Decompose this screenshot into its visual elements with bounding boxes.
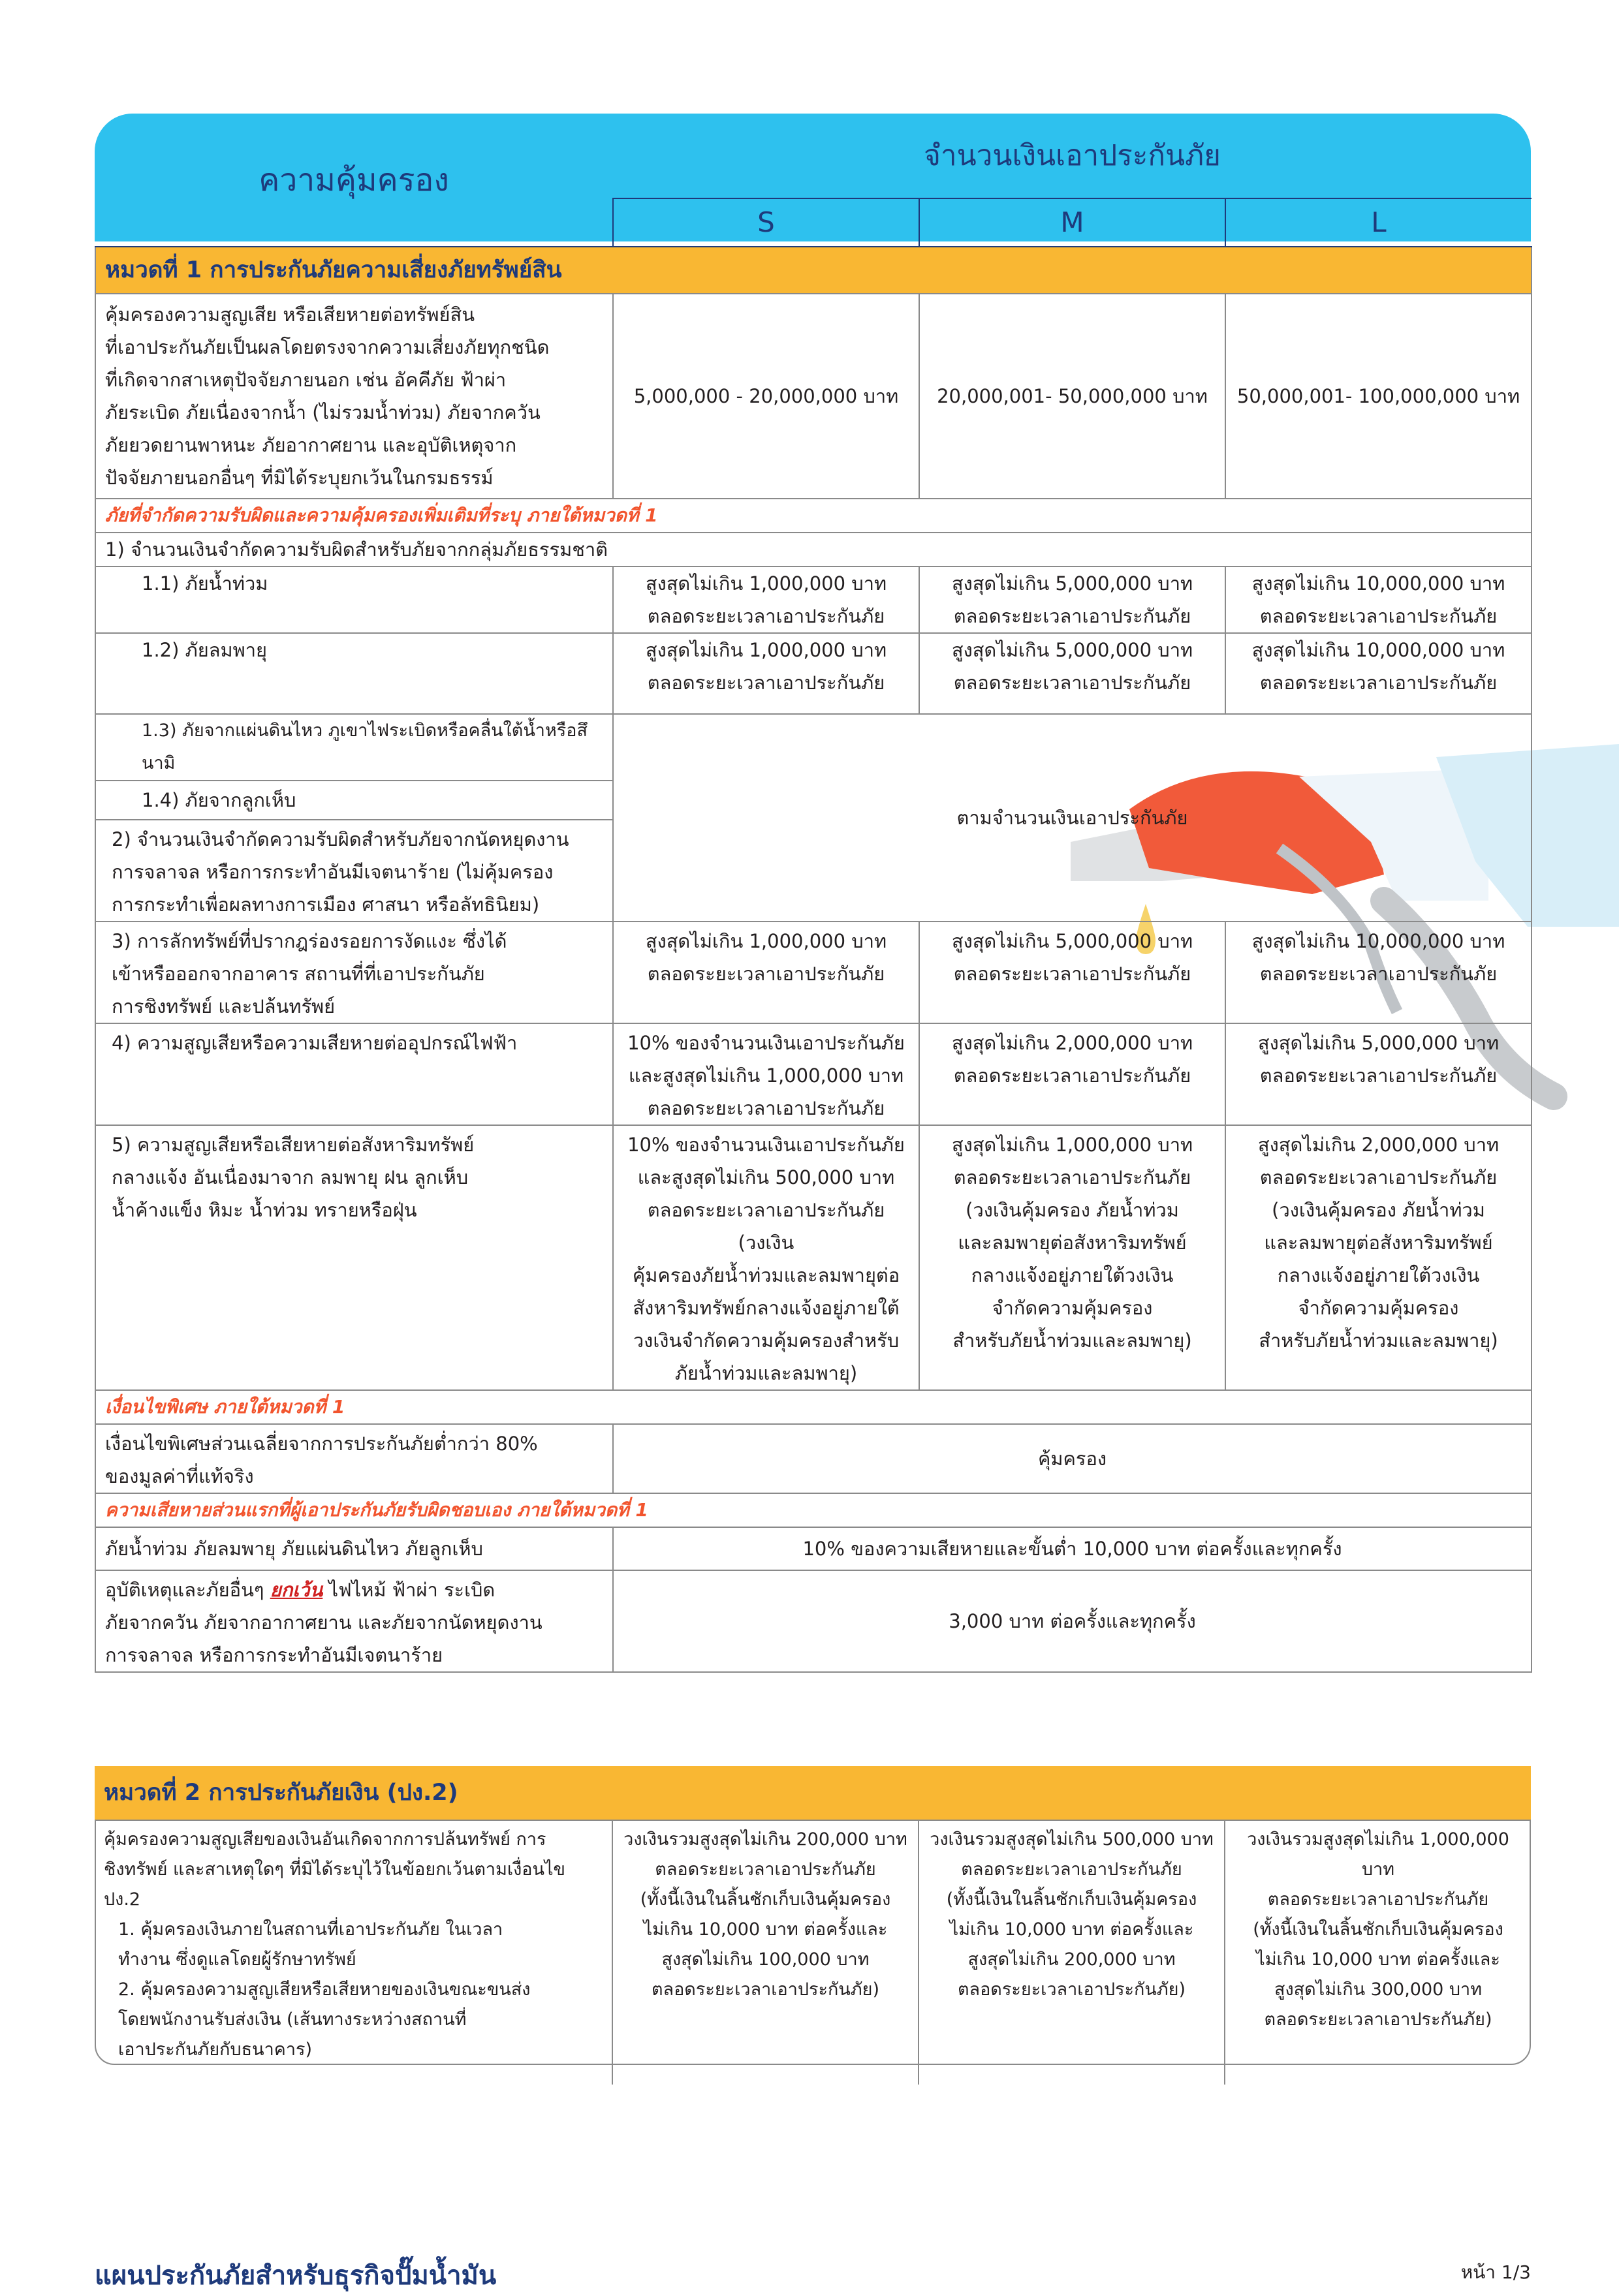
coverage-column-header: ความคุ้มครอง <box>95 114 613 247</box>
sum-insured-header: จำนวนเงินเอาประกันภัย <box>613 114 1532 198</box>
merged-sum-insured-value: ตามจำนวนเงินเอาประกันภัย <box>613 714 1532 922</box>
storm-value-s: สูงสุดไม่เกิน 1,000,000 บาท ตลอดระยะเวลาเอาประกันภัย <box>613 633 919 714</box>
flood-item-label: 1.1) ภัยน้ำท่วม <box>95 566 613 633</box>
size-m-header: M <box>919 198 1225 247</box>
main-value-s: 5,000,000 - 20,000,000 บาท <box>613 294 919 499</box>
average-clause-value: คุ้มครอง <box>613 1424 1532 1493</box>
money-value-s: วงเงินรวมสูงสุดไม่เกิน 200,000 บาท ตลอดระยะเวลาเอาประกันภัย (ทั้งนี้เงินในลิ้นชักเก็บเงินคุ้มครอง ไม่เกิน 10,000 บาท ต่อครั้งและ สูงสุดไม่เกิน 100,000 บาท ตลอดระยะเวลาเอาประกันภัย) <box>612 1820 919 2085</box>
section1-main-description: คุ้มครองความสูญเสีย หรือเสียหายต่อทรัพย์สิน ที่เอาประกันภัยเป็นผลโดยตรงจากความเสี่ยงภัยทุกชนิด ที่เกิดจากสาเหตุปัจจัยภายนอก เช่น อัคคีภัย ฟ้าผ่า ภัยระเบิด ภัยเนื่องจากน้ำ (ไม่รวมน้ำท่วม) ภัยจากควัน ภัยยวดยานพาหนะ ภัยอากาศยาน และอุบัติเหตุจาก ปัจจัยภายนอกอื่นๆ ที่มิได้ระบุยกเว้นในกรมธรรม์ <box>95 294 613 499</box>
limited-perils-subtitle: ภัยที่จำกัดความรับผิดและความคุ้มครองเพิ่มเติมที่ระบุ ภายใต้หมวดที่ 1 <box>95 499 1532 533</box>
hail-item-label: 1.4) ภัยจากลูกเห็บ <box>95 781 613 820</box>
section1-title: หมวดที่ 1 การประกันภัยความเสี่ยงภัยทรัพย์สิน <box>95 247 1532 294</box>
theft-item: 3) การลักทรัพย์ที่ปรากฎร่องรอยการงัดแงะ ซึ่งได้ เข้าหรือออกจากอาคาร สถานที่ที่เอาประกันภัย การชิงทรัพย์ และปล้นทรัพย์ <box>95 922 613 1023</box>
theft-value-m: สูงสุดไม่เกิน 5,000,000 บาท ตลอดระยะเวลาเอาประกันภัย <box>919 922 1225 1023</box>
outdoor-value-l: สูงสุดไม่เกิน 2,000,000 บาท ตลอดระยะเวลาเอาประกันภัย (วงเงินคุ้มครอง ภัยน้ำท่วม และลมพายุต่อสังหาริมทรัพย์ กลางแจ้งอยู่ภายใต้วงเงิน จำกัดความคุ้มครอง สำหรับภัยน้ำท่วมและลมพายุ) <box>1225 1125 1532 1390</box>
main-value-m: 20,000,001- 50,000,000 บาท <box>919 294 1225 499</box>
storm-item-label: 1.2) ภัยลมพายุ <box>95 633 613 714</box>
footer-plan-title: แผนประกันภัยสำหรับธุรกิจปั๊มน้ำมัน <box>95 2261 497 2291</box>
flood-value-m: สูงสุดไม่เกิน 5,000,000 บาท ตลอดระยะเวลาเอาประกันภัย <box>919 566 1225 633</box>
storm-value-m: สูงสุดไม่เกิน 5,000,000 บาท ตลอดระยะเวลาเอาประกันภัย <box>919 633 1225 714</box>
page-number: หน้า 1/3 <box>1460 2261 1531 2283</box>
deductible-subtitle: ความเสียหายส่วนแรกที่ผู้เอาประกันภัยรับผิดชอบเอง ภายใต้หมวดที่ 1 <box>95 1493 1532 1527</box>
outdoor-property-item: 5) ความสูญเสียหรือเสียหายต่อสังหาริมทรัพย์ กลางแจ้ง อันเนื่องมาจาก ลมพายุ ฝน ลูกเห็บ น้ำค้างแข็ง หิมะ น้ำท่วม ทรายหรือฝุ่น <box>95 1125 613 1390</box>
earthquake-item-label: 1.3) ภัยจากแผ่นดินไหว ภูเขาไฟระเบิดหรือคลื่นใต้น้ำหรือสึนามิ <box>95 714 613 781</box>
electrical-value-l: สูงสุดไม่เกิน 5,000,000 บาท ตลอดระยะเวลาเอาประกันภัย <box>1225 1023 1532 1125</box>
average-clause-label: เงื่อนไขพิเศษส่วนเฉลี่ยจากการประกันภัยต่ำกว่า 80% ของมูลค่าที่แท้จริง <box>95 1424 613 1493</box>
electrical-item: 4) ความสูญเสียหรือความเสียหายต่ออุปกรณ์ไฟฟ้า <box>95 1023 613 1125</box>
storm-value-l: สูงสุดไม่เกิน 10,000,000 บาท ตลอดระยะเวลาเอาประกันภัย <box>1225 633 1532 714</box>
coverage-table-section1 <box>95 114 1532 1673</box>
special-conditions-subtitle: เงื่อนไขพิเศษ ภายใต้หมวดที่ 1 <box>95 1390 1532 1424</box>
electrical-value-s: 10% ของจำนวนเงินเอาประกันภัย และสูงสุดไม่เกิน 1,000,000 บาท ตลอดระยะเวลาเอาประกันภัย <box>613 1023 919 1125</box>
theft-value-l: สูงสุดไม่เกิน 10,000,000 บาท ตลอดระยะเวลาเอาประกันภัย <box>1225 922 1532 1023</box>
exception-highlight: ยกเว้น <box>270 1579 323 1601</box>
money-value-m: วงเงินรวมสูงสุดไม่เกิน 500,000 บาท ตลอดระยะเวลาเอาประกันภัย (ทั้งนี้เงินในลิ้นชักเก็บเงินคุ้มครอง ไม่เกิน 10,000 บาท ต่อครั้งและ สูงสุดไม่เกิน 200,000 บาท ตลอดระยะเวลาเอาประกันภัย) <box>919 1820 1225 2085</box>
natural-deductible-value: 10% ของความเสียหายและขั้นต่ำ 10,000 บาท ต่อครั้งและทุกครั้ง <box>613 1527 1532 1570</box>
theft-value-s: สูงสุดไม่เกิน 1,000,000 บาท ตลอดระยะเวลาเอาประกันภัย <box>613 922 919 1023</box>
money-insurance-description: คุ้มครองความสูญเสียของเงินอันเกิดจากการปล้นทรัพย์ การ ชิงทรัพย์ และสาเหตุใดๆ ที่มิได้ระบุไว้ในข้อยกเว้นตามเงื่อนไข ปง.2 1. คุ้มครองเงินภายในสถานที่เอาประกันภัย ในเวลา ทำงาน ซึ่งดูแลโดยผู้รักษาทรัพย์ 2. คุ้มครองความสูญเสียหรือเสียหายของเงินขณะขนส่ง โดยพนักงานรับส่งเงิน (เส้นทางระหว่างสถานที่ เอาประกันภัยกับธนาคาร) <box>95 1820 612 2085</box>
outdoor-value-m: สูงสุดไม่เกิน 1,000,000 บาท ตลอดระยะเวลาเอาประกันภัย (วงเงินคุ้มครอง ภัยน้ำท่วม และลมพายุต่อสังหาริมทรัพย์ กลางแจ้งอยู่ภายใต้วงเงิน จำกัดความคุ้มครอง สำหรับภัยน้ำท่วมและลมพายุ) <box>919 1125 1225 1390</box>
section2-title: หมวดที่ 2 การประกันภัยเงิน (ปง.2) <box>95 1766 1531 1820</box>
natural-perils-item: 1) จำนวนเงินจำกัดความรับผิดสำหรับภัยจากกลุ่มภัยธรรมชาติ <box>95 533 1532 566</box>
money-value-l: วงเงินรวมสูงสุดไม่เกิน 1,000,000 บาท ตลอดระยะเวลาเอาประกันภัย (ทั้งนี้เงินในลิ้นชักเก็บเงินคุ้มครอง ไม่เกิน 10,000 บาท ต่อครั้งและ สูงสุดไม่เกิน 300,000 บาท ตลอดระยะเวลาเอาประกันภัย) <box>1225 1820 1531 2085</box>
electrical-value-m: สูงสุดไม่เกิน 2,000,000 บาท ตลอดระยะเวลาเอาประกันภัย <box>919 1023 1225 1125</box>
flood-value-s: สูงสุดไม่เกิน 1,000,000 บาท ตลอดระยะเวลาเอาประกันภัย <box>613 566 919 633</box>
flood-value-l: สูงสุดไม่เกิน 10,000,000 บาท ตลอดระยะเวลาเอาประกันภัย <box>1225 566 1532 633</box>
natural-deductible-label: ภัยน้ำท่วม ภัยลมพายุ ภัยแผ่นดินไหว ภัยลูกเห็บ <box>95 1527 613 1570</box>
riot-strike-item: 2) จำนวนเงินจำกัดความรับผิดสำหรับภัยจากนัดหยุดงาน การจลาจล หรือการกระทำอันมีเจตนาร้าย (ไม่คุ้มครอง การกระทำเพื่อผลทางการเมือง ศาสนา หรือลัทธินิยม) <box>95 820 613 922</box>
main-value-l: 50,000,001- 100,000,000 บาท <box>1225 294 1532 499</box>
size-l-header: L <box>1225 198 1532 247</box>
outdoor-value-s: 10% ของจำนวนเงินเอาประกันภัย และสูงสุดไม่เกิน 500,000 บาท ตลอดระยะเวลาเอาประกันภัย (วงเงิน คุ้มครองภัยน้ำท่วมและลมพายุต่อ สังหาริมทรัพย์กลางแจ้งอยู่ภายใต้ วงเงินจำกัดความคุ้มครองสำหรับ ภัยน้ำท่วมและลมพายุ) <box>613 1125 919 1390</box>
size-s-header: S <box>613 198 919 247</box>
other-deductible-label: อุบัติเหตุและภัยอื่นๆ ยกเว้น ไฟไหม้ ฟ้าผ่า ระเบิด ภัยจากควัน ภัยจากอากาศยาน และภัยจากนัดหยุดงาน การจลาจล หรือการกระทำอันมีเจตนาร้าย <box>95 1570 613 1672</box>
other-deductible-value: 3,000 บาท ต่อครั้งและทุกครั้ง <box>613 1570 1532 1672</box>
coverage-table-section2 <box>95 1766 1531 2085</box>
